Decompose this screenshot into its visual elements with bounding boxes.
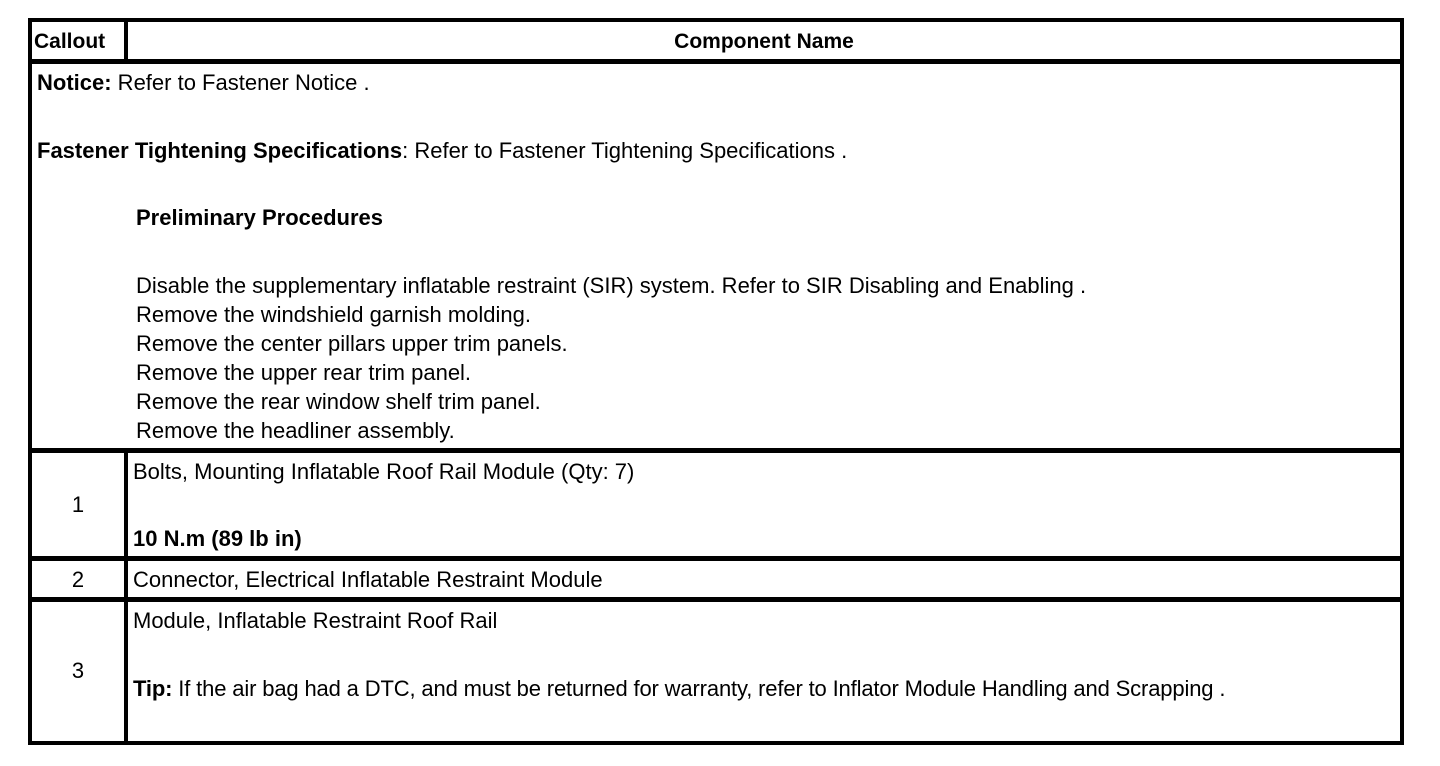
row-divider (28, 597, 1404, 602)
callout-number: 2 (71, 567, 85, 592)
step-item: Remove the headliner assembly. (136, 418, 455, 443)
component-name: Module, Inflatable Restraint Roof Rail (133, 608, 498, 633)
step-item: Remove the upper rear trim panel. (136, 360, 472, 385)
row-divider (28, 556, 1404, 561)
tip-label: Tip: (133, 676, 173, 701)
component-name: Connector, Electrical Inflatable Restraint Module (133, 567, 603, 592)
fastener-spec-line (37, 138, 847, 164)
torque-spec: 10 N.m (89 lb in) (133, 526, 302, 551)
header-divider (28, 59, 1404, 64)
step-item: Remove the rear window shelf trim panel. (136, 389, 541, 414)
callout-number: 3 (71, 658, 85, 683)
notice-label: Notice: (37, 70, 112, 95)
notice-text: Refer to Fastener Notice . (111, 70, 370, 95)
fastener-spec-text: : Refer to Fastener Tightening Specifications . (402, 138, 848, 163)
notice-line (37, 70, 370, 96)
fastener-spec-label: Fastener Tightening Specifications (37, 138, 403, 163)
step-item: Disable the supplementary inflatable restraint (SIR) system. Refer to SIR Disabling and Enabling . (136, 273, 1087, 298)
header-callout: Callout (34, 30, 106, 53)
callout-number: 1 (71, 492, 85, 517)
component-name: Bolts, Mounting Inflatable Roof Rail Module (Qty: 7) (133, 459, 635, 484)
header-component-name: Component Name (674, 30, 854, 53)
preliminary-procedures-heading: Preliminary Procedures (136, 205, 384, 230)
step-item: Remove the center pillars upper trim panels. (136, 331, 568, 356)
row-divider (28, 448, 1404, 453)
step-item: Remove the windshield garnish molding. (136, 302, 531, 327)
column-divider (124, 448, 128, 745)
tip-line (133, 676, 1225, 702)
tip-text: If the air bag had a DTC, and must be returned for warranty, refer to Inflator Module Handling and Scrapping . (172, 676, 1226, 701)
